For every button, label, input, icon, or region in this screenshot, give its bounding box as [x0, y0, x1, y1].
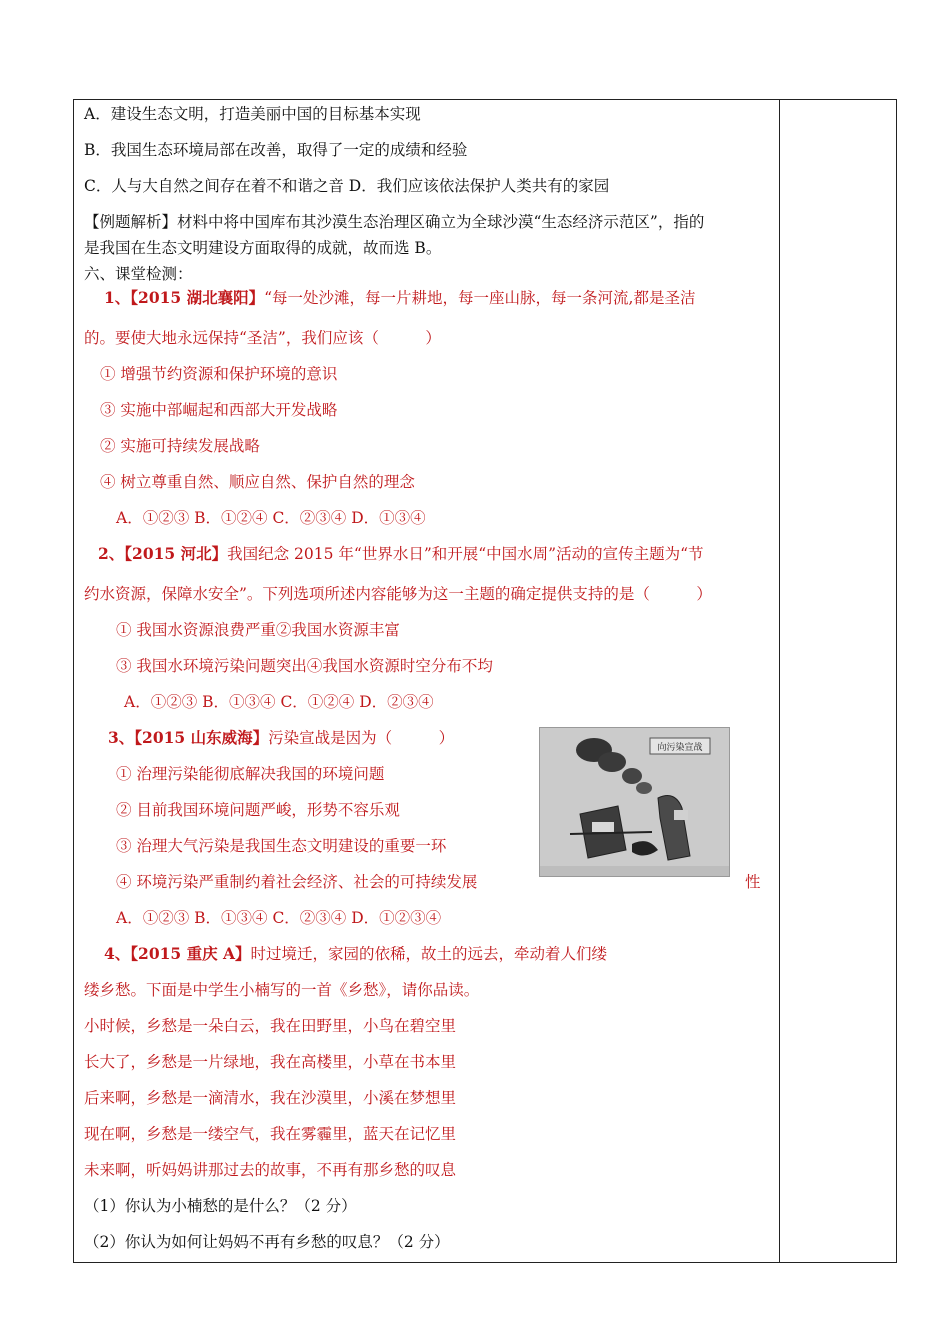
question-4-stem-part2: 缕乡愁。下面是中学生小楠写的一首《乡愁》，请你品读。	[84, 981, 480, 999]
question-1-stem-part1: “每一处沙滩，每一片耕地，每一座山脉，每一条河流,都是圣洁	[264, 289, 696, 307]
question-4-number: 4、	[104, 944, 131, 963]
pollution-cartoon-image	[539, 727, 730, 877]
question-1-header	[104, 288, 695, 308]
option-c-d-text: C．人与大自然之间存在着不和谐之音 D．我们应该依法保护人类共有的家园	[84, 177, 610, 195]
poem-line: 后来啊，乡愁是一滴清水，我在沙漠里，小溪在梦想里	[84, 1089, 457, 1107]
question-1-number: 1、	[104, 288, 131, 307]
question-3-source-tag: 【2015 山东威海】	[134, 728, 269, 747]
question-4-stem-part1: 时过境迁，家园的依稀，故土的远去，牵动着人们缕	[250, 945, 608, 963]
option-b-text: B．我国生态环境局部在改善，取得了一定的成绩和经验	[84, 141, 468, 159]
question-1-option: ③ 实施中部崛起和西部大开发战略	[100, 401, 338, 419]
question-1-option: ④ 树立尊重自然、顺应自然、保护自然的理念	[100, 473, 415, 491]
question-3-option: ② 目前我国环境问题严峻，形势不容乐观	[116, 801, 400, 819]
cartoon-title: 向污染宣战	[657, 743, 703, 753]
question-1-stem-part2: 的。要使大地永远保持“圣洁”，我们应该（ ）	[84, 329, 441, 347]
question-2-option: ③ 我国水环境污染问题突出④我国水资源时空分布不均	[116, 657, 493, 675]
question-3-choices: A．①②③ B．①③④ C．②③④ D．①②③④	[116, 909, 442, 927]
sub-question-2: （2）你认为如何让妈妈不再有乡愁的叹息？（2 分）	[84, 1233, 450, 1251]
question-2-option: ① 我国水资源浪费严重②我国水资源丰富	[116, 621, 400, 639]
question-2-stem-part1: 我国纪念 2015 年“世界水日”和开展“中国水周”活动的宣传主题为“节	[227, 545, 704, 563]
question-2-choices: A．①②③ B．①③④ C．①②④ D．②③④	[124, 693, 434, 711]
question-1-option: ① 增强节约资源和保护环境的意识	[100, 365, 338, 383]
question-3-header	[108, 728, 454, 748]
section-heading: 六、课堂检测：	[84, 265, 193, 283]
question-1-source-tag: 【2015 湖北襄阳】	[130, 288, 265, 307]
question-3-option: ① 治理污染能彻底解决我国的环境问题	[116, 765, 385, 783]
option-a-text: A．建设生态文明，打造美丽中国的目标基本实现	[84, 105, 421, 123]
question-4-source-tag: 【2015 重庆 A】	[130, 944, 251, 963]
table-column-divider	[779, 99, 780, 1263]
question-3-number: 3、	[108, 728, 135, 747]
example-analysis-line2: 是我国在生态文明建设方面取得的成就，故而选 B。	[84, 239, 442, 257]
poem-line: 现在啊，乡愁是一缕空气，我在雾霾里，蓝天在记忆里	[84, 1125, 457, 1143]
question-3-option-tail: 性	[745, 873, 761, 891]
poem-line: 小时候，乡愁是一朵白云，我在田野里，小鸟在碧空里	[84, 1017, 457, 1035]
question-2-header	[98, 544, 704, 564]
sub-question-1: （1）你认为小楠愁的是什么？（2 分）	[84, 1197, 357, 1215]
question-2-source-tag: 【2015 河北】	[124, 544, 228, 563]
question-2-stem-part2: 约水资源，保障水安全”。下列选项所述内容能够为这一主题的确定提供支持的是（ ）	[84, 585, 712, 603]
question-3-stem: 污染宣战是因为（ ）	[268, 729, 455, 747]
poem-line: 未来啊，听妈妈讲那过去的故事，不再有那乡愁的叹息	[84, 1161, 457, 1179]
question-2-number: 2、	[98, 544, 125, 563]
cartoon-drawing	[540, 728, 730, 877]
example-analysis-line1: 【例题解析】材料中将中国库布其沙漠生态治理区确立为全球沙漠“生态经济示范区”，指的	[84, 213, 705, 231]
question-4-header	[104, 944, 607, 964]
poem-line: 长大了，乡愁是一片绿地，我在高楼里，小草在书本里	[84, 1053, 457, 1071]
question-3-option: ③ 治理大气污染是我国生态文明建设的重要一环	[116, 837, 447, 855]
question-1-choices: A．①②③ B．①②④ C．②③④ D．①③④	[116, 509, 426, 527]
question-1-option: ② 实施可持续发展战略	[100, 437, 260, 455]
question-3-option: ④ 环境污染严重制约着社会经济、社会的可持续发展	[116, 873, 478, 891]
